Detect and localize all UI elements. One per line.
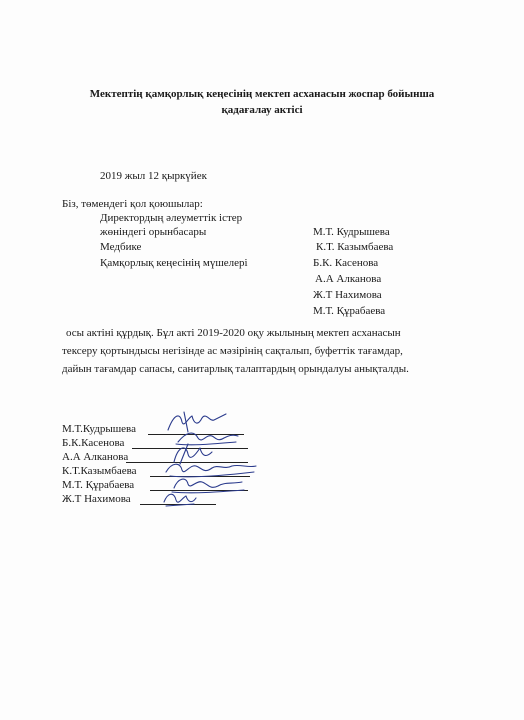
document-date: 2019 жыл 12 қыркүйек: [100, 170, 207, 182]
role-text: Директордың әлеуметтік істер: [100, 212, 243, 224]
signature-name: Ж.Т Нахимова: [62, 493, 131, 505]
member-name: А.А Алканова: [315, 273, 382, 285]
signature-name: А.А Алканова: [62, 451, 129, 463]
title-line-2: қадағалау актісі: [221, 104, 303, 116]
signature-name: К.Т.Казымбаева: [62, 465, 137, 477]
document-title: [60, 86, 464, 118]
member-name: М.Т. Кудрышева: [313, 226, 390, 238]
role-text: Медбике: [100, 241, 142, 253]
member-name: Б.К. Касенова: [313, 257, 379, 269]
signature-name: М.Т. Құрабаева: [62, 479, 135, 491]
signature-name: М.Т.Кудрышева: [62, 423, 136, 435]
role-text: Қамқорлық кеңесінің мүшелері: [100, 257, 248, 269]
intro-text: Біз, төмендегі қол қоюшылар:: [62, 198, 203, 210]
signature-name: Б.К.Касенова: [62, 437, 125, 449]
act-paragraph: [62, 324, 474, 378]
paragraph-line: дайын тағамдар сапасы, санитарлық талаптардың орындалуы анықталды.: [62, 363, 409, 375]
member-name: Ж.Т Нахимова: [313, 289, 382, 301]
paragraph-line: осы актіні құрдық. Бұл акті 2019-2020 оқу жылының мектеп асханасын: [66, 327, 401, 339]
title-line-1: Мектептің қамқорлық кеңесінің мектеп асханасын жоспар бойынша: [89, 88, 435, 100]
paragraph-line: тексеру қортындысы негізінде ас мәзірінің сақталып, буфеттік тағамдар,: [62, 345, 403, 357]
handwritten-signature: [160, 488, 200, 510]
member-name: М.Т. Құрабаева: [313, 305, 386, 317]
role-text: жөніндегі орынбасары: [100, 226, 207, 238]
member-name: К.Т. Казымбаева: [316, 241, 394, 253]
